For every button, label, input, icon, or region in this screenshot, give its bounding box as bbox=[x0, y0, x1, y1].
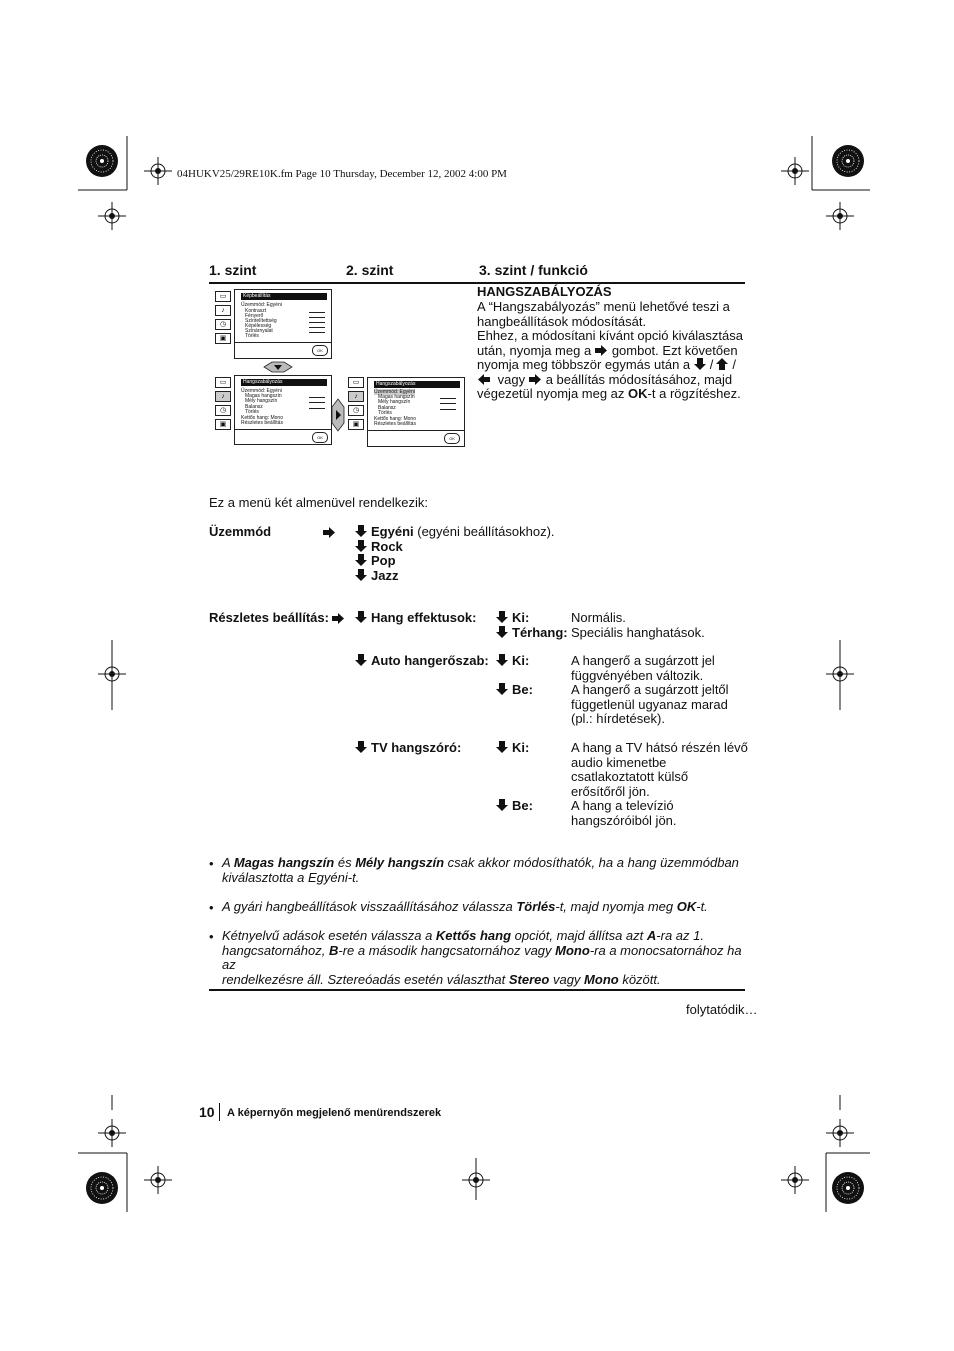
menu2-line: Részletes beállítás bbox=[241, 420, 283, 426]
arrow-down-icon bbox=[496, 611, 508, 623]
menu1-line: Képélesség bbox=[245, 323, 272, 329]
menu2-title: Hangszabályozás bbox=[241, 379, 327, 386]
menu3-icons bbox=[348, 377, 364, 433]
note-bullet: • bbox=[209, 900, 214, 915]
music-note-icon: ♪ bbox=[215, 305, 231, 316]
tv-hangszoro-label: TV hangszóró: bbox=[355, 741, 461, 756]
uzemmod-option: Pop bbox=[355, 554, 555, 569]
clock-icon: ◷ bbox=[348, 405, 364, 416]
reszletes-label: Részletes beállítás: bbox=[209, 610, 329, 625]
arrow-down-icon bbox=[355, 654, 367, 666]
registration-star-icon bbox=[832, 145, 864, 177]
arrow-right-icon bbox=[595, 345, 608, 356]
arrow-up-icon bbox=[716, 358, 728, 370]
menu3-ok-icon: OK bbox=[444, 433, 460, 444]
arrow-down-icon bbox=[496, 683, 508, 695]
clock-icon: ◷ bbox=[215, 319, 231, 330]
note-bullet: • bbox=[209, 856, 214, 871]
registration-star-icon bbox=[86, 1172, 118, 1204]
tv-ki-option: Ki: bbox=[496, 741, 529, 756]
suitcase-icon: ▣ bbox=[215, 419, 231, 430]
picture-icon: ▭ bbox=[215, 377, 231, 388]
menu2-line: Üzemmód: Egyéni bbox=[241, 388, 282, 394]
arrow-right-icon bbox=[323, 527, 336, 538]
tv-ki-desc: A hang a TV hátsó részén lévő audio kimenetbe csatlakoztatott külső erősítőről jön. bbox=[571, 740, 748, 799]
menu3-line: Törlés bbox=[378, 410, 392, 416]
down-arrow-button-icon bbox=[262, 361, 294, 373]
clock-icon: ◷ bbox=[215, 405, 231, 416]
note-2: A gyári hangbeállítások visszaállításához válassza Törlés-t, majd nyomja meg OK-t. bbox=[222, 899, 708, 914]
arrow-down-icon bbox=[355, 525, 367, 537]
music-note-icon: ♪ bbox=[348, 391, 364, 402]
bottom-rule bbox=[209, 989, 745, 991]
intro-line: A “Hangszabályozás” menü lehetővé teszi a bbox=[477, 299, 730, 314]
auto-be-option: Be: bbox=[496, 683, 533, 698]
column-header-3: 3. szint / funkció bbox=[479, 262, 588, 278]
menu3-line: Üzemmód: Egyéni bbox=[374, 389, 415, 395]
auto-ki-desc: A hangerő a sugárzott jel függvényében változik. bbox=[571, 653, 715, 683]
crosshair-icon bbox=[98, 1119, 126, 1147]
menu2-line: Törlés bbox=[245, 409, 259, 415]
picture-icon: ▭ bbox=[348, 377, 364, 388]
note-3: Kétnyelvű adások esetén válassza a Kettős hang opciót, majd állítsa azt A-ra az 1. hangcsatornához, B-re a második hangcsatornához vagy Mono-ra a monocsatornához ha az rendelkezésre áll. Sztereóadás esetén választhat Stereo vagy Mono között. bbox=[222, 928, 742, 987]
arrow-down-icon bbox=[355, 611, 367, 623]
note-bullet: • bbox=[209, 929, 214, 944]
menu3-line: Magas hangszín bbox=[378, 394, 415, 400]
menu1-ok-icon: OK bbox=[312, 345, 328, 356]
suitcase-icon: ▣ bbox=[215, 333, 231, 344]
column-header-1: 1. szint bbox=[209, 262, 257, 278]
menu3-line: Balansz bbox=[378, 405, 396, 411]
arrow-down-icon bbox=[355, 741, 367, 753]
menu-screen-picture bbox=[234, 289, 332, 359]
menu2-line: Kettős hang: Mono bbox=[241, 415, 283, 421]
picture-icon: ▭ bbox=[215, 291, 231, 302]
crosshair-icon bbox=[98, 202, 126, 230]
right-arrow-button-icon bbox=[331, 398, 345, 432]
column-header-2: 2. szint bbox=[346, 262, 394, 278]
menu-screen-sound-selected bbox=[367, 377, 465, 447]
menu-screen-sound bbox=[234, 375, 332, 445]
hang-effektusok-label: Hang effektusok: bbox=[355, 611, 476, 626]
intro-line: hangbeállítások módosítását. bbox=[477, 313, 647, 329]
arrow-down-icon bbox=[355, 554, 367, 566]
uzemmod-option: Jazz bbox=[355, 569, 555, 584]
arrow-down-icon bbox=[496, 741, 508, 753]
menu3-line: Kettős hang: Mono bbox=[374, 416, 416, 422]
arrow-down-icon bbox=[496, 626, 508, 638]
hang-ter-desc: Speciális hanghatások. bbox=[571, 625, 705, 640]
uzemmod-label: Üzemmód bbox=[209, 524, 272, 539]
intro-line: vagy a beállítás módosításához, majd bbox=[477, 373, 747, 388]
crosshair-icon bbox=[826, 1119, 854, 1147]
hang-ki-option: Ki: bbox=[496, 611, 529, 626]
hang-ter-option: Térhang: bbox=[496, 626, 568, 641]
section-title: HANGSZABÁLYOZÁS bbox=[477, 284, 612, 299]
intro-line: végezetül nyomja meg az OK-t a rögzítéshez. bbox=[477, 386, 741, 401]
uzemmod-options bbox=[355, 525, 555, 583]
menu2-icons bbox=[215, 377, 231, 433]
suitcase-icon: ▣ bbox=[348, 419, 364, 430]
uzemmod-option: Egyéni (egyéni beállításokhoz). bbox=[355, 525, 555, 540]
menu1-line: Színtelítettség bbox=[245, 318, 277, 324]
menu3-line: Mély hangszín bbox=[378, 399, 411, 405]
menu1-line: Színárnyalat bbox=[245, 328, 273, 334]
menu2-line: Magas hangszín bbox=[245, 393, 282, 399]
note-1: A Magas hangszín és Mély hangszín csak akkor módosíthatók, ha a hang üzemmódban kiválasztotta a Egyéni-t. bbox=[222, 855, 739, 885]
music-note-icon: ♪ bbox=[215, 391, 231, 402]
menu3-line: Részletes beállítás bbox=[374, 421, 416, 427]
intro-line: nyomja meg többször egymás után a / / bbox=[477, 357, 737, 372]
menu1-line: Kontraszt bbox=[245, 308, 267, 314]
uzemmod-option: Rock bbox=[355, 540, 555, 555]
intro-line: után, nyomja meg a gombot. Ezt követően bbox=[477, 342, 738, 358]
arrow-down-icon bbox=[496, 799, 508, 811]
arrow-right-icon bbox=[332, 613, 345, 624]
print-header: 04HUKV25/29RE10K.fm Page 10 Thursday, December 12, 2002 4:00 PM bbox=[177, 168, 507, 180]
menu1-title: Képbeállítás bbox=[241, 293, 327, 300]
footer-divider bbox=[219, 1103, 220, 1121]
arrow-down-icon bbox=[355, 569, 367, 581]
intro-paragraph bbox=[477, 300, 747, 402]
menu2-line: Balansz bbox=[245, 404, 263, 410]
menu1-line: Üzemmód: Egyéni bbox=[241, 302, 282, 308]
menu2-ok-icon: OK bbox=[312, 432, 328, 443]
arrow-down-icon bbox=[355, 540, 367, 552]
arrow-left-icon bbox=[477, 374, 490, 385]
crosshair-icon bbox=[144, 157, 172, 185]
crosshair-icon bbox=[781, 157, 809, 185]
crosshair-icon bbox=[826, 202, 854, 230]
menu1-line: Törlés bbox=[245, 333, 259, 339]
menu1-icons bbox=[215, 291, 231, 347]
menu3-title: Hangszabályozás bbox=[374, 381, 460, 388]
page-number: 10 bbox=[199, 1104, 215, 1120]
tv-be-option: Be: bbox=[496, 799, 533, 814]
intro-line: Ehhez, a módosítani kívánt opció kiválasztása bbox=[477, 328, 743, 343]
registration-star-icon bbox=[86, 145, 118, 177]
tv-be-desc: A hang a televízió hangszóróiból jön. bbox=[571, 798, 677, 828]
menu1-line: Fényerő bbox=[245, 313, 264, 319]
hang-ki-desc: Normális. bbox=[571, 610, 626, 625]
crosshair-icon bbox=[781, 1166, 809, 1194]
auto-hangero-label: Auto hangerőszab: bbox=[355, 654, 489, 669]
arrow-down-icon bbox=[694, 358, 706, 370]
arrow-right-icon bbox=[529, 374, 542, 385]
menu2-line: Mély hangszín bbox=[245, 398, 278, 404]
auto-ki-option: Ki: bbox=[496, 654, 529, 669]
auto-be-desc: A hangerő a sugárzott jeltől függetlenül ugyanaz marad (pl.: hírdetések). bbox=[571, 682, 729, 726]
submenu-intro: Ez a menü két almenüvel rendelkezik: bbox=[209, 495, 428, 510]
crosshair-icon bbox=[144, 1166, 172, 1194]
footer-title: A képernyőn megjelenő menürendszerek bbox=[227, 1107, 442, 1119]
arrow-down-icon bbox=[496, 654, 508, 666]
registration-star-icon bbox=[832, 1172, 864, 1204]
continued-label: folytatódik… bbox=[686, 1002, 758, 1017]
